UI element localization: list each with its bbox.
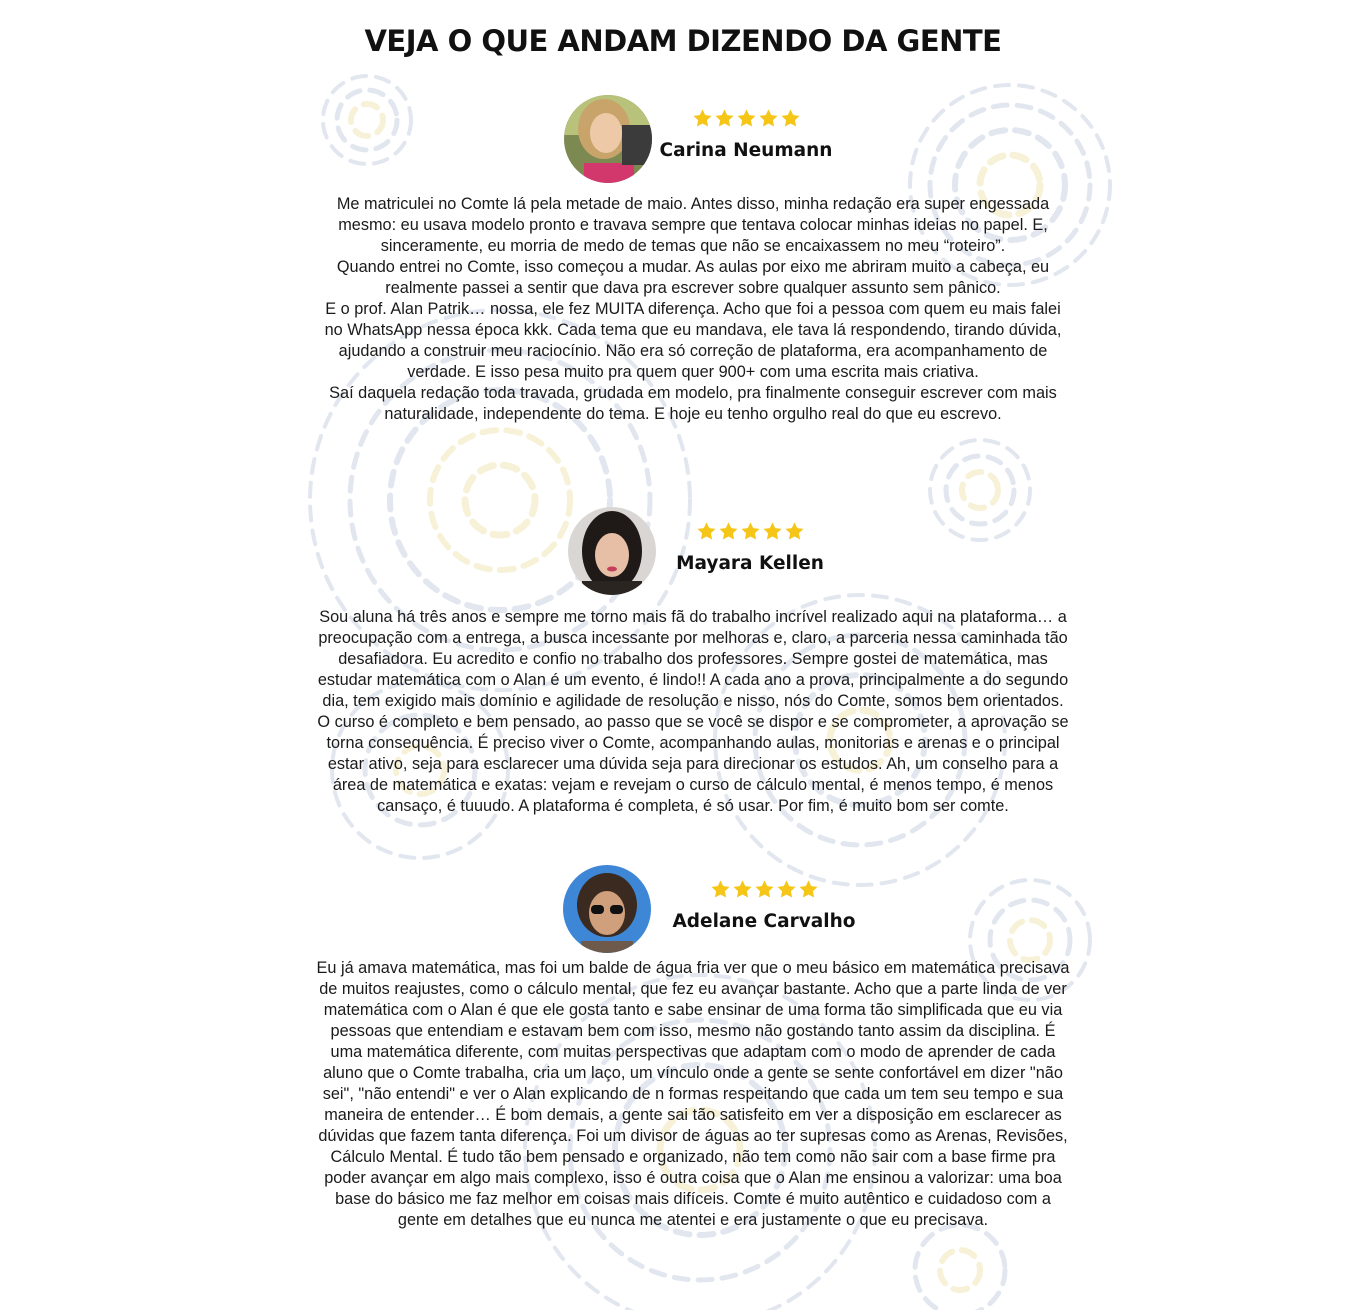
rating-stars [670, 521, 830, 545]
star-icon [718, 521, 739, 542]
avatar [568, 507, 656, 595]
star-icon [762, 521, 783, 542]
star-icon [780, 108, 801, 129]
testimonial-meta [670, 521, 830, 574]
swirl-decoration [323, 76, 411, 164]
review-paragraph: Quando entrei no Comte, isso começou a mudar. As aulas por eixo me abriram muito a cabeça, eu realmente passei a sentir que dava pra escrever sobre qualquer assunto sem pânico. [336, 258, 1050, 297]
review-paragraph: Me matriculei no Comte lá pela metade de maio. Antes disso, minha redação era super engessada mesmo: eu usava modelo pronto e travava sempre que tentava colocar minhas ideias no papel. E, sinceramente, eu morria de medo de temas que não se encaixassem no meu “roteiro”. [336, 195, 1050, 255]
star-icon [798, 879, 819, 900]
star-icon [784, 521, 805, 542]
rating-stars [670, 879, 858, 903]
avatar [563, 865, 651, 953]
review-paragraph: E o prof. Alan Patrik… nossa, ele fez MUITA diferença. Acho que foi a pessoa com quem eu mais falei no WhatsApp nessa época kkk. Cada tema que eu mandava, ele tava lá respondendo, tirando dúvida, ajudando a construir meu raciocínio. Não era só correção de plataforma, era acompanhamento de verdade. E isso pesa muito pra quem quer 900+ com uma escrita mais criativa. [324, 300, 1062, 381]
star-icon [714, 108, 735, 129]
review-text [316, 194, 1070, 425]
swirl-decoration [915, 1225, 1005, 1310]
page-title: VEJA O QUE ANDAM DIZENDO DA GENTE [364, 24, 1002, 58]
avatar [564, 95, 652, 183]
star-icon [740, 521, 761, 542]
star-icon [692, 108, 713, 129]
swirl-decoration [930, 440, 1030, 540]
star-icon [754, 879, 775, 900]
avatar-photo [564, 95, 652, 183]
avatar-photo [563, 865, 651, 953]
rating-stars [656, 108, 836, 132]
reviewer-name: Mayara Kellen [676, 553, 824, 574]
review-paragraph: Sou aluna há três anos e sempre me torno mais fã do trabalho incrível realizado aqui na plataforma… a preocupação com a entrega, a busca incessante por melhoras e, claro, a parceria nessa caminhada tão desafiadora. Eu acredito e confio no trabalho dos professores. Sempre gostei de matemática, mas estudar matemática com o Alan é um evento, é lindo!! A cada ano a prova, principalmente a do segundo dia, tem exigido mais domínio e agilidade de resolução e nisso, nós do Comte, somos bem orientados. O curso é completo e bem pensado, ao passo que se você se dispor e se comprometer, a aprovação se torna consequência. É preciso viver o Comte, acompanhando aulas, monitorias e arenas e o principal estar ativo, seja para esclarecer uma dúvida seja para direcionar os estudos. Ah, um conselho para a área de matemática e exatas: vejam e revejam o curso de cálculo mental, é menos tempo, é menos cansaço, é tuuudo. A plataforma é completa, é só usar. Por fim, é muito bom ser comte. [317, 608, 1069, 815]
testimonial-meta [670, 879, 858, 932]
avatar-photo [568, 507, 656, 595]
star-icon [710, 879, 731, 900]
star-icon [696, 521, 717, 542]
review-text [316, 607, 1070, 817]
star-icon [776, 879, 797, 900]
star-icon [732, 879, 753, 900]
reviewer-name: Carina Neumann [659, 140, 833, 161]
review-paragraph: Saí daquela redação toda travada, grudada em modelo, pra finalmente conseguir escrever com mais naturalidade, independente do tema. E hoje eu tenho orgulho real do que eu escrevo. [329, 384, 1057, 423]
review-text [316, 958, 1070, 1231]
testimonial-meta [656, 108, 836, 161]
star-icon [736, 108, 757, 129]
reviewer-name: Adelane Carvalho [672, 911, 856, 932]
review-paragraph: Eu já amava matemática, mas foi um balde de água fria ver que o meu básico em matemática precisava de muitos reajustes, como o cálculo mental, que fez eu avançar bastante. Acho que a parte linda de ver matemática com o Alan é que ele gosta tanto e sabe ensinar de uma forma tão simplificada que eu via pessoas que entendiam e estavam bem com isso, mesmo não gostando tanto assim da disciplina. É uma matemática diferente, com muitas perspectivas que adaptam com o modo de aprender de cada aluno que o Comte trabalha, cria um laço, um vínculo onde a gente se sente confortável em dizer "não sei", "não entendi" e ver o Alan explicando de n formas respeitando que cada um tem seu tempo e sua maneira de entender… É bom demais, a gente sai tão satisfeito em ver a disposição em esclarecer as dúvidas que fazem tanta diferença. Foi um divisor de águas ao ter supresas como as Arenas, Revisões, Cálculo Mental. É tudo tão bem pensado e organizado, não tem como não sair com a base firme pra poder avançar em algo mais complexo, isso é outra coisa que o Alan me ensinou a valorizar: uma boa base do básico me faz melhor em coisas mais difíceis. Comte é muito autêntico e cuidadoso com a gente em detalhes que eu nunca me atentei e era justamente o que eu precisava. [316, 959, 1070, 1229]
star-icon [758, 108, 779, 129]
